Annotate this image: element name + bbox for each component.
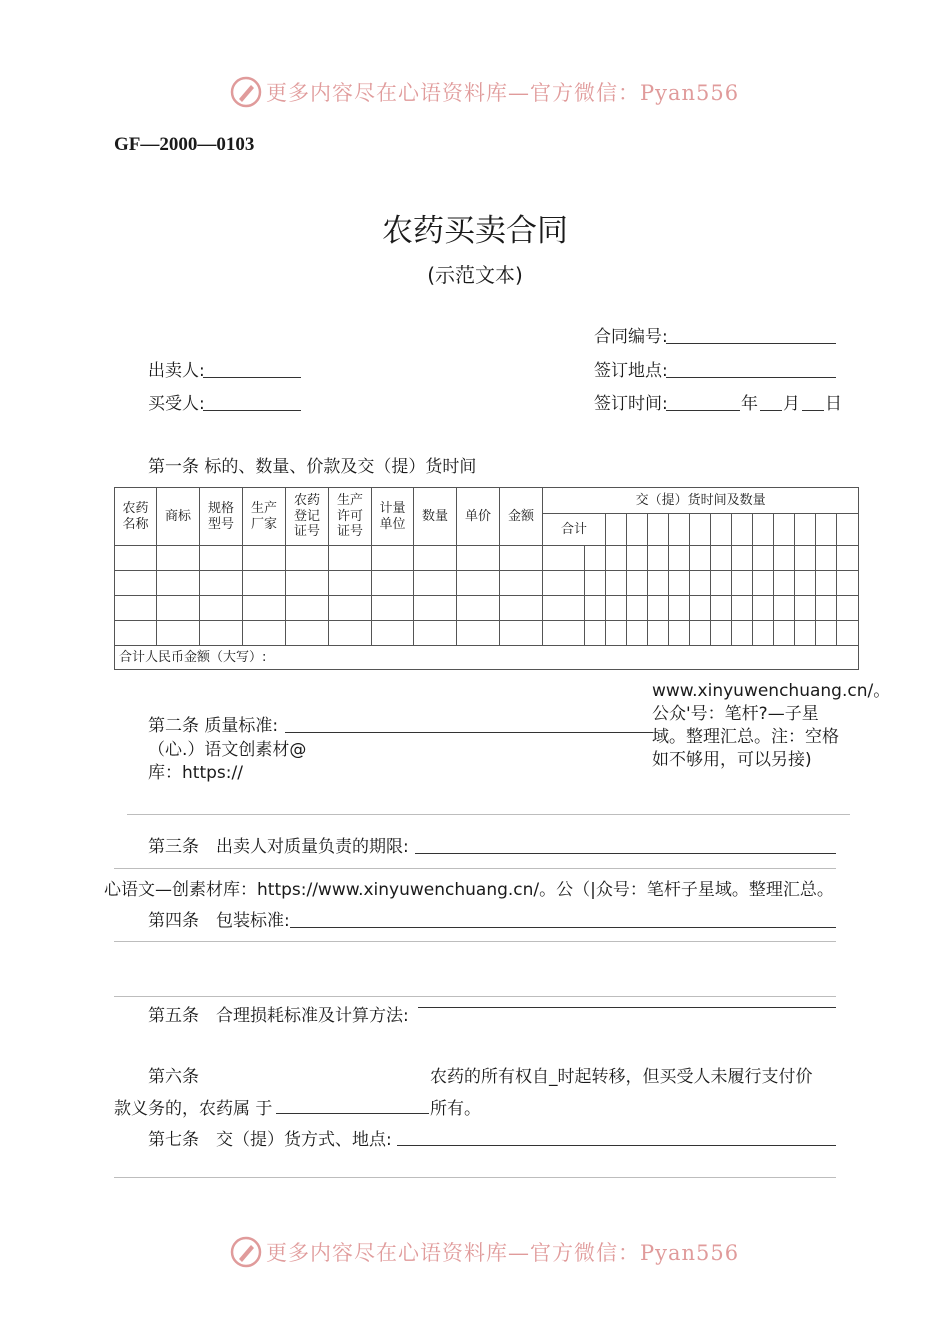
blank-line[interactable] (114, 868, 836, 869)
table-cell[interactable] (543, 546, 585, 571)
table-cell[interactable] (753, 621, 774, 646)
sign-place-field[interactable] (666, 377, 836, 378)
table-cell[interactable] (690, 596, 711, 621)
table-cell[interactable] (200, 596, 243, 621)
table-cell[interactable] (286, 571, 329, 596)
blank-line[interactable] (114, 941, 836, 942)
table-cell[interactable] (795, 596, 816, 621)
table-cell[interactable] (606, 571, 627, 596)
packaging-field[interactable] (290, 927, 836, 928)
table-cell[interactable] (414, 571, 457, 596)
table-cell[interactable] (243, 621, 286, 646)
table-cell[interactable] (816, 571, 837, 596)
table-cell[interactable] (816, 621, 837, 646)
table-cell[interactable] (753, 571, 774, 596)
table-cell[interactable] (585, 571, 606, 596)
col-header (200, 488, 243, 546)
table-cell[interactable] (837, 571, 859, 596)
table-cell[interactable] (753, 596, 774, 621)
document-code: GF—2000—0103 (114, 134, 255, 155)
col-header-label: 金额 (507, 508, 534, 524)
table-cell[interactable] (606, 596, 627, 621)
subtotal-header: 合计 (543, 514, 606, 546)
watermark-text: 更多内容尽在心语资料库—官方微信：Pyan556 (266, 81, 740, 105)
table-cell[interactable] (669, 571, 690, 596)
middle-note: 心语文—创素材库：https://www.xinyuwenchuang.cn/。公（|众号：笔杆子星域。整理汇总。 (104, 880, 834, 900)
table-cell[interactable] (243, 596, 286, 621)
table-cell[interactable] (795, 546, 816, 571)
article-6-heading: 第六条 (148, 1067, 199, 1087)
col-header (329, 488, 372, 546)
table-cell[interactable] (457, 571, 500, 596)
contract-no-label: 合同编号: (594, 327, 668, 347)
left-note: （心.）语文创素材@库：https:// (148, 740, 307, 783)
side-note: www.xinyuwenchuang.cn/。公众'号：笔杆?—子星域。整理汇总。注：空格如不够用，可以另接) (652, 681, 891, 770)
col-header-label: 单价 (464, 508, 491, 524)
table-cell[interactable] (585, 621, 606, 646)
document-title: 农药买卖合同 (382, 213, 568, 249)
table-row[interactable] (115, 621, 859, 646)
table-cell[interactable] (329, 596, 372, 621)
table-cell[interactable] (669, 621, 690, 646)
col-header-label: 生产 厂家 (250, 500, 277, 532)
table-cell[interactable] (627, 596, 648, 621)
quality-standard-field[interactable] (285, 732, 653, 733)
watermark-top (230, 76, 739, 108)
col-header-label: 农药 登记 证号 (293, 493, 320, 540)
table-cell[interactable] (329, 621, 372, 646)
contract-no-field[interactable] (666, 343, 836, 344)
table-cell[interactable] (774, 596, 795, 621)
pen-logo-icon (230, 76, 262, 108)
article-6-text-a: 农药的所有权自_时起转移，但买受人未履行支付价 (430, 1067, 813, 1087)
seller-label: 出卖人: (148, 361, 205, 381)
article-3-heading: 第三条 出卖人对质量负责的期限: (148, 837, 409, 857)
table-cell[interactable] (690, 621, 711, 646)
buyer-label: 买受人: (148, 394, 205, 414)
table-cell[interactable] (115, 546, 157, 571)
table-cell[interactable] (157, 546, 200, 571)
table-cell[interactable] (816, 596, 837, 621)
table-cell[interactable] (606, 546, 627, 571)
article-4-heading: 第四条 包装标准: (148, 911, 290, 931)
table-cell[interactable] (457, 621, 500, 646)
table-cell[interactable] (200, 546, 243, 571)
table-cell[interactable] (200, 571, 243, 596)
day-label: 日 (825, 394, 842, 414)
table-cell[interactable] (286, 621, 329, 646)
loss-standard-field[interactable] (418, 1007, 836, 1008)
article-6-text-c: 所有。 (430, 1099, 481, 1119)
table-cell[interactable] (157, 596, 200, 621)
month-label: 月 (783, 394, 800, 414)
table-cell[interactable] (732, 546, 753, 571)
blank-line[interactable] (114, 1177, 836, 1178)
blank-line[interactable] (127, 814, 850, 815)
sign-time-label: 签订时间: (594, 394, 668, 414)
table-cell[interactable] (414, 546, 457, 571)
table-cell[interactable] (837, 546, 859, 571)
table-cell[interactable] (500, 546, 543, 571)
article-2-heading: 第二条 质量标准: (148, 716, 279, 736)
table-cell[interactable] (627, 571, 648, 596)
table-cell[interactable] (372, 571, 414, 596)
col-header (286, 488, 329, 546)
table-cell[interactable] (837, 596, 859, 621)
table-cell[interactable] (157, 621, 200, 646)
delivery-header: 交（提）货时间及数量 (543, 488, 859, 514)
table-cell[interactable] (837, 621, 859, 646)
table-cell[interactable] (414, 621, 457, 646)
table-cell[interactable] (200, 621, 243, 646)
table-cell[interactable] (286, 596, 329, 621)
table-cell[interactable] (627, 546, 648, 571)
table-cell[interactable] (606, 621, 627, 646)
col-header (500, 488, 543, 546)
table-cell[interactable] (711, 546, 732, 571)
table-cell[interactable] (243, 571, 286, 596)
table-cell[interactable] (372, 621, 414, 646)
table-cell[interactable] (732, 596, 753, 621)
table-row[interactable] (115, 596, 859, 621)
quality-period-field[interactable] (415, 853, 836, 854)
table-cell[interactable] (669, 596, 690, 621)
table-cell[interactable] (585, 546, 606, 571)
table-cell[interactable] (243, 546, 286, 571)
year-label: 年 (741, 394, 758, 414)
table-cell[interactable] (543, 571, 585, 596)
col-header (243, 488, 286, 546)
seller-field[interactable] (203, 377, 301, 378)
table-cell[interactable] (329, 571, 372, 596)
table-cell[interactable] (732, 621, 753, 646)
table-row[interactable] (115, 546, 859, 571)
sign-place-label: 签订地点: (594, 361, 668, 381)
goods-table (114, 487, 859, 670)
col-header-label: 计量 单位 (379, 500, 406, 532)
col-header-label: 农药 名称 (122, 500, 149, 532)
pen-logo-icon (230, 1236, 262, 1268)
article-7-heading: 第七条 交（提）货方式、地点: (148, 1130, 392, 1150)
table-cell[interactable] (500, 596, 543, 621)
table-cell[interactable] (457, 596, 500, 621)
table-cell[interactable] (329, 546, 372, 571)
table-cell[interactable] (157, 571, 200, 596)
table-cell[interactable] (500, 571, 543, 596)
table-cell[interactable] (711, 571, 732, 596)
article-6-text-b: 款义务的，农药属 于 (114, 1099, 273, 1119)
col-header-label: 生产 许可 证号 (336, 493, 363, 540)
article-1-heading: 第一条 标的、数量、价款及交（提）货时间 (148, 457, 477, 477)
col-header (115, 488, 157, 546)
table-row[interactable] (115, 571, 859, 596)
col-header-label: 规格 型号 (207, 500, 234, 532)
table-cell[interactable] (543, 621, 585, 646)
table-cell[interactable] (115, 621, 157, 646)
ownership-field[interactable] (276, 1113, 429, 1114)
buyer-field[interactable] (203, 410, 301, 411)
table-cell[interactable] (648, 571, 669, 596)
table-cell[interactable] (648, 621, 669, 646)
col-header (157, 488, 200, 546)
sum-in-words-cell[interactable]: 合计人民币金额（大写）: (115, 646, 859, 670)
watermark-bottom (230, 1236, 739, 1268)
table-cell[interactable] (795, 621, 816, 646)
table-cell[interactable] (627, 621, 648, 646)
table-cell[interactable] (795, 571, 816, 596)
blank-line[interactable] (114, 996, 836, 997)
col-header-label: 数量 (421, 508, 448, 524)
table-cell[interactable] (774, 546, 795, 571)
table-cell[interactable] (457, 546, 500, 571)
article-5-heading: 第五条 合理损耗标准及计算方法: (148, 1006, 409, 1026)
table-cell[interactable] (690, 571, 711, 596)
col-header (414, 488, 457, 546)
table-cell[interactable] (669, 546, 690, 571)
table-cell[interactable] (500, 621, 543, 646)
table-cell[interactable] (732, 571, 753, 596)
table-cell[interactable] (648, 546, 669, 571)
sign-day-field[interactable] (802, 410, 824, 411)
col-header (372, 488, 414, 546)
table-cell[interactable] (543, 596, 585, 621)
table-cell[interactable] (711, 596, 732, 621)
table-cell[interactable] (774, 571, 795, 596)
table-cell[interactable] (115, 571, 157, 596)
table-cell[interactable] (753, 546, 774, 571)
sign-year-field[interactable] (666, 410, 740, 411)
table-cell[interactable] (711, 621, 732, 646)
table-cell[interactable] (816, 546, 837, 571)
table-cell[interactable] (648, 596, 669, 621)
table-cell[interactable] (690, 546, 711, 571)
table-cell[interactable] (774, 621, 795, 646)
col-header (457, 488, 500, 546)
table-cell[interactable] (585, 596, 606, 621)
delivery-method-field[interactable] (397, 1145, 836, 1146)
table-cell[interactable] (115, 596, 157, 621)
table-cell[interactable] (286, 546, 329, 571)
col-header-label: 商标 (164, 508, 191, 524)
table-cell[interactable] (372, 596, 414, 621)
table-cell[interactable] (414, 596, 457, 621)
watermark-text: 更多内容尽在心语资料库—官方微信：Pyan556 (266, 1241, 740, 1265)
sign-month-field[interactable] (760, 410, 782, 411)
table-cell[interactable] (372, 546, 414, 571)
document-subtitle: (示范文本) (427, 263, 523, 287)
